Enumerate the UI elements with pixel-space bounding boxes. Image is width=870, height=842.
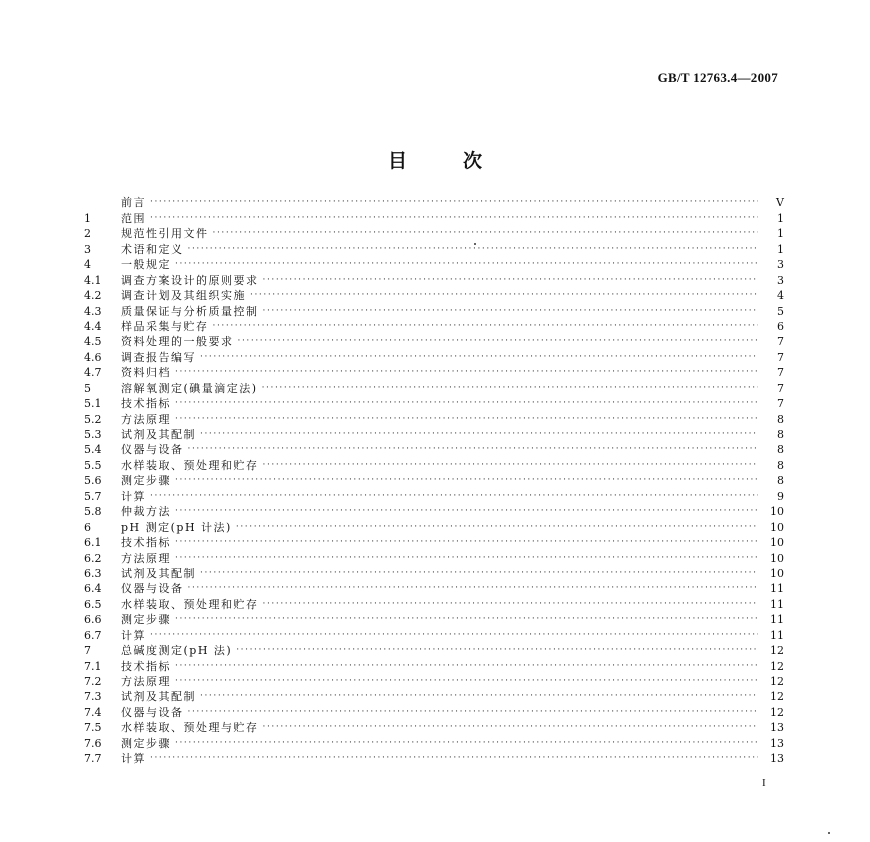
toc-entry-number: 4.4 [84,319,102,333]
toc-entry-page: 9 [777,489,784,503]
toc-entry-page: 12 [770,705,784,719]
toc-dot-leader [200,566,758,581]
toc-entry-label: 调查报告编写 [121,350,196,364]
toc-entry-page: 11 [770,582,784,596]
toc-dot-leader [238,334,759,349]
toc-dot-leader [175,473,758,488]
toc-entry-label: 试剂及其配制 [121,566,196,580]
toc-dot-leader [175,365,758,380]
toc-entry-page: 10 [770,520,784,534]
toc-entry-number: 5.2 [84,412,102,426]
toc-entry-number: 7.1 [84,659,102,673]
toc-entry [84,319,784,334]
toc-dot-leader [188,581,759,596]
toc-entry [84,272,784,287]
toc-entry-number: 5.7 [84,489,102,503]
toc-entry-page: 8 [777,428,784,441]
toc-entry [84,504,784,519]
toc-entry [84,411,784,426]
toc-entry-page: 6 [777,319,784,333]
toc-dot-leader [200,427,758,442]
toc-entry-label: 仪器与设备 [121,582,184,596]
toc-entry-page: 1 [777,242,784,256]
toc-entry-label: 仲裁方法 [121,505,171,519]
toc-entry-label: 仪器与设备 [121,705,184,719]
toc-entry-label: 一般规定 [121,258,171,272]
toc-entry [84,643,784,658]
page-title: 目次 [387,150,538,172]
toc-entry-label: 调查方案设计的原则要求 [121,273,259,287]
toc-entry-number: 7.3 [84,690,102,704]
scan-speck [474,243,476,245]
toc-entry-number: 6.1 [84,536,102,550]
toc-entry [84,442,784,457]
toc-entry-label: 范围 [121,211,146,225]
toc-entry-label: 计算 [121,628,146,642]
toc-dot-leader [236,643,758,658]
toc-entry-number: 5.1 [84,397,102,411]
table-of-contents [84,195,784,766]
toc-dot-leader [213,226,759,241]
toc-dot-leader [175,674,758,689]
toc-entry [84,226,784,241]
toc-entry [84,751,784,766]
toc-entry [84,380,784,395]
toc-entry-label: pH 测定(pH 计法) [121,520,232,534]
toc-dot-leader [200,350,758,365]
toc-dot-leader [150,751,758,766]
toc-entry-label: 总碱度测定(pH 法) [121,644,233,658]
toc-entry-page: 11 [770,613,784,627]
toc-dot-leader [263,597,759,612]
toc-entry [84,457,784,472]
toc-entry-number: 7.7 [84,752,102,766]
toc-dot-leader [263,304,759,319]
toc-entry [84,735,784,750]
toc-entry [84,349,784,364]
toc-entry-page: 12 [770,659,784,673]
toc-entry [84,674,784,689]
toc-dot-leader [150,195,758,210]
toc-dot-leader [175,535,758,550]
toc-entry-number: 4.3 [84,304,102,318]
toc-entry [84,550,784,565]
toc-entry-number: 5 [84,381,91,395]
toc-entry [84,241,784,256]
toc-entry [84,257,784,272]
toc-entry-number: 4.6 [84,350,102,364]
toc-entry-number: 6.6 [84,613,102,627]
toc-entry-number: 6.3 [84,566,102,580]
toc-entry [84,519,784,534]
toc-entry-number: 1 [84,211,91,225]
toc-dot-leader [175,612,758,627]
toc-entry [84,581,784,596]
toc-entry-number: 7.4 [84,705,102,719]
toc-entry-number: 5.6 [84,474,102,488]
toc-entry-number: 5.4 [84,443,102,457]
toc-entry-page: 10 [770,505,784,519]
toc-entry-label: 技术指标 [121,536,171,550]
toc-entry-number: 2 [84,227,91,241]
page-number: I [762,777,766,789]
toc-entry-page: 10 [770,566,784,580]
toc-dot-leader [213,319,759,334]
toc-entry-page: 8 [777,458,784,472]
toc-entry-label: 技术指标 [121,397,171,411]
toc-entry [84,334,784,349]
toc-entry-number: 5.5 [84,458,102,472]
toc-entry-number: 4.5 [84,335,102,349]
toc-entry-page: 11 [770,628,784,642]
toc-entry-label: 计算 [121,752,146,766]
toc-dot-leader [150,211,758,226]
toc-entry-label: 质量保证与分析质量控制 [121,304,259,318]
toc-dot-leader [263,720,759,735]
toc-entry-page: 13 [770,736,784,750]
toc-entry-page: 4 [777,289,784,303]
toc-entry [84,704,784,719]
toc-entry-label: 计算 [121,489,146,503]
toc-entry-number: 6.2 [84,551,102,565]
toc-entry-label: 水样装取、预处理与贮存 [121,721,259,735]
toc-dot-leader [175,412,758,427]
toc-entry-number: 7.2 [84,675,102,688]
toc-entry-number: 7.5 [84,721,102,735]
toc-entry-page: 7 [777,366,784,380]
toc-entry-label: 试剂及其配制 [121,690,196,704]
toc-dot-leader [150,489,758,504]
toc-entry-label: 规范性引用文件 [121,227,209,241]
toc-entry-label: 样品采集与贮存 [121,319,209,333]
toc-entry [84,720,784,735]
toc-entry [84,596,784,611]
toc-entry-page: 1 [777,227,784,241]
toc-entry-page: 3 [777,258,784,272]
toc-entry-number: 4.2 [84,289,102,303]
toc-entry [84,303,784,318]
toc-entry [84,689,784,704]
toc-entry [84,566,784,581]
toc-entry-label: 资料处理的一般要求 [121,335,234,349]
toc-entry-page: 12 [770,690,784,704]
toc-entry-page: 10 [770,536,784,550]
toc-entry-page: 7 [777,335,784,349]
toc-entry-number: 5.3 [84,428,102,441]
toc-entry-page: V [776,196,784,210]
toc-entry-page: 7 [777,350,784,364]
toc-entry [84,365,784,380]
toc-dot-leader [250,288,758,303]
toc-entry-number: 4 [84,258,91,272]
toc-entry-page: 12 [770,644,784,658]
toc-dot-leader [200,689,758,704]
toc-entry-label: 测定步骤 [121,474,171,488]
toc-entry [84,195,784,210]
toc-entry [84,427,784,442]
toc-entry-page: 3 [777,273,784,287]
toc-entry-page: 13 [770,752,784,766]
toc-entry [84,535,784,550]
scan-speck [828,832,830,834]
toc-entry [84,612,784,627]
toc-entry-number: 4.7 [84,366,102,380]
toc-entry-number: 4.1 [84,273,102,287]
toc-dot-leader [175,659,758,674]
toc-entry [84,627,784,642]
toc-entry-label: 方法原理 [121,675,171,688]
toc-dot-leader [175,504,758,519]
toc-entry-label: 仪器与设备 [121,443,184,457]
toc-entry-number: 3 [84,242,91,256]
toc-entry-label: 术语和定义 [121,242,184,256]
toc-entry-label: 测定步骤 [121,736,171,750]
toc-entry-page: 8 [777,443,784,457]
toc-entry-label: 测定步骤 [121,613,171,627]
toc-entry [84,473,784,488]
toc-entry-label: 调查计划及其组织实施 [121,289,246,303]
toc-entry-label: 方法原理 [121,551,171,565]
toc-entry-label: 水样装取、预处理和贮存 [121,458,259,472]
toc-entry-label: 溶解氧测定(碘量滴定法) [121,381,258,395]
toc-dot-leader [188,705,759,720]
toc-entry-page: 7 [777,397,784,411]
toc-dot-leader [188,442,759,457]
toc-dot-leader [263,273,759,288]
toc-entry-page: 1 [777,211,784,225]
toc-entry-number: 6.7 [84,628,102,642]
toc-dot-leader [175,551,758,566]
toc-entry-label: 方法原理 [121,412,171,426]
toc-entry-page: 5 [777,304,784,318]
toc-entry [84,488,784,503]
toc-entry-label: 前言 [121,196,146,210]
toc-dot-leader [175,257,758,272]
toc-dot-leader [175,736,758,751]
toc-entry-page: 10 [770,551,784,565]
toc-dot-leader [236,520,758,535]
toc-entry [84,288,784,303]
toc-entry [84,396,784,411]
toc-entry-number: 6.5 [84,597,102,611]
toc-entry-label: 试剂及其配制 [121,428,196,441]
toc-entry-label: 水样装取、预处理和贮存 [121,597,259,611]
toc-dot-leader [175,396,758,411]
toc-entry [84,210,784,225]
standard-number: GB/T 12763.4—2007 [657,70,778,85]
toc-entry-label: 资料归档 [121,366,171,380]
toc-entry-page: 12 [770,675,784,688]
toc-entry-number: 5.8 [84,505,102,519]
toc-dot-leader [262,381,758,396]
toc-dot-leader [263,458,759,473]
toc-dot-leader [150,628,758,643]
toc-entry-page: 13 [770,721,784,735]
toc-entry-number: 7.6 [84,736,102,750]
toc-entry-page: 8 [777,474,784,488]
toc-entry [84,658,784,673]
toc-entry-page: 11 [770,597,784,611]
toc-dot-leader [188,242,759,257]
toc-entry-number: 6.4 [84,582,102,596]
toc-entry-page: 8 [777,412,784,426]
toc-entry-label: 技术指标 [121,659,171,673]
toc-entry-number: 6 [84,520,91,534]
toc-entry-number: 7 [84,644,91,658]
toc-entry-page: 7 [777,381,784,395]
